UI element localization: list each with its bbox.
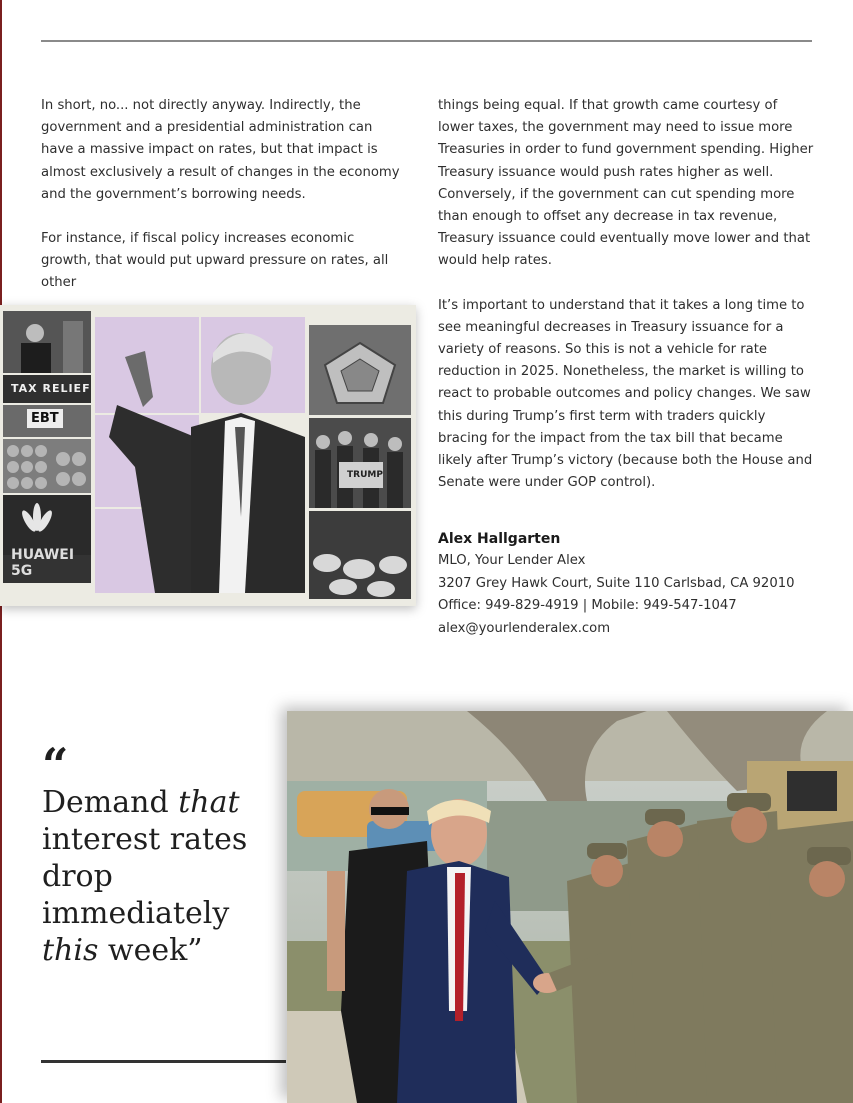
paragraph: In short, no... not directly anyway. Indirectly, the government and a presidential administration can have a massive impact on rates, but that impact is almost exclusively a result of changes in the economy and the government’s borrowing needs. bbox=[41, 98, 400, 202]
article-column-right bbox=[438, 95, 816, 516]
quote-text: immediately bbox=[42, 896, 230, 931]
collage-tile-tax-relief bbox=[3, 375, 91, 403]
paragraph: For instance, if fiscal policy increases economic growth, that would put upward pressure on rates, all other bbox=[41, 231, 389, 291]
author-phones: Office: 949-829-4919 | Mobile: 949-547-1047 bbox=[438, 598, 737, 614]
pentagon-icon bbox=[309, 325, 411, 415]
collage-tile-congress bbox=[3, 311, 91, 373]
quote-text: week” bbox=[98, 933, 203, 968]
author-email[interactable]: alex@yourlenderalex.com bbox=[438, 620, 611, 636]
top-rule bbox=[41, 40, 812, 42]
huawei-logo-icon bbox=[3, 495, 91, 555]
collage-tile-market bbox=[309, 511, 411, 599]
paragraph: things being equal. If that growth came courtesy of lower taxes, the government may need to issue more Treasuries in order to fund government spending. Higher Treasury issuance would push rates higher as well. Conversely, if the government can cut spending more than enough to offset any decrease in tax revenue, Treasury issuance could eventually move lower and that would help rates. bbox=[438, 98, 814, 269]
quote-text-italic: this bbox=[42, 933, 99, 968]
troops-handshake-photo bbox=[287, 711, 853, 1103]
collage-tile-rally bbox=[309, 418, 411, 508]
huawei-sign: HUAWEI 5G bbox=[11, 547, 75, 579]
collage-tile-pentagon bbox=[309, 325, 411, 415]
author-title: MLO, Your Lender Alex bbox=[438, 553, 586, 569]
author-name: Alex Hallgarten bbox=[438, 531, 561, 547]
crowd-icon bbox=[309, 418, 411, 508]
collage-tile-huawei bbox=[3, 495, 91, 583]
ebt-sign: EBT bbox=[27, 409, 63, 428]
quote-text-italic: that bbox=[178, 785, 240, 820]
produce-icon bbox=[3, 439, 91, 493]
person-silhouette-icon bbox=[3, 311, 91, 373]
quote-text: drop bbox=[42, 859, 113, 894]
pull-quote bbox=[42, 784, 272, 969]
policy-collage-image bbox=[0, 305, 416, 606]
quote-mark: “ bbox=[42, 738, 69, 792]
paragraph: It’s important to understand that it takes a long time to see meaningful decreases in Treasury issuance for a variety of reasons. So this is not a vehicle for rate reduction in 2025. Nonetheless, the market is willing to react to probable outcomes and policy changes. We saw this during Trump’s first term with traders quickly bracing for the impact from the tax bill that became likely after Trump’s victory (because both the House and Senate were under GOP control). bbox=[438, 297, 813, 491]
tax-relief-sign: TAX RELIEF bbox=[11, 382, 91, 395]
collage-tile-produce bbox=[3, 439, 91, 493]
author-block bbox=[438, 528, 838, 640]
rally-sign: TRUMP bbox=[347, 470, 383, 480]
quote-rule bbox=[41, 1060, 286, 1063]
quote-text: Demand bbox=[42, 785, 179, 820]
market-baskets-icon bbox=[309, 511, 411, 599]
raised-fist-portrait bbox=[95, 317, 307, 593]
quote-text: interest rates bbox=[42, 822, 248, 857]
author-address: 3207 Grey Hawk Court, Suite 110 Carlsbad, CA 92010 bbox=[438, 575, 795, 591]
collage-tile-ebt bbox=[3, 405, 91, 437]
photo-scene bbox=[287, 711, 853, 1103]
article-column-left bbox=[41, 95, 401, 317]
